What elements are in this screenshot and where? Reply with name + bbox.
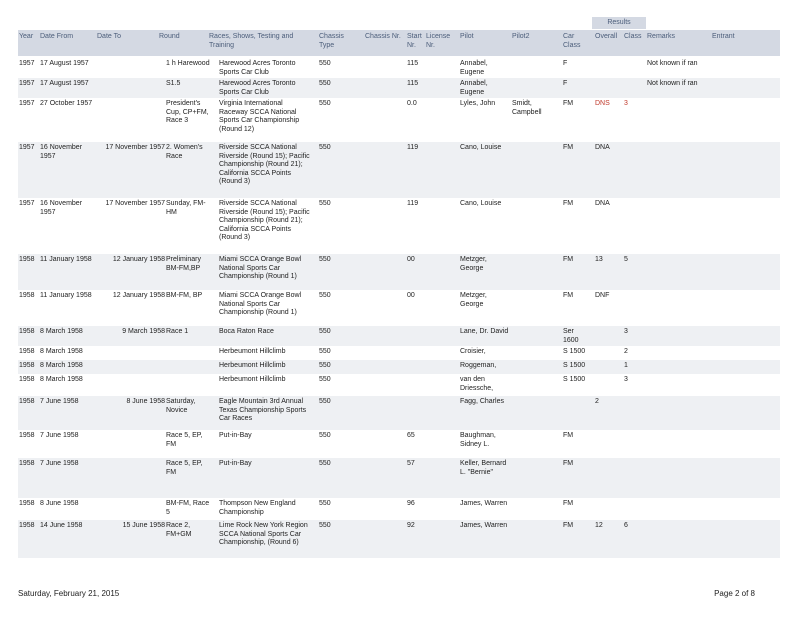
cell-start-nr: 115 xyxy=(407,60,419,67)
cell-car-class: S 1500 xyxy=(563,376,586,383)
cell-car-class: S 1500 xyxy=(563,362,586,369)
cell-date-to: 17 November 1957 xyxy=(105,200,165,207)
cell-date-to: 17 November 1957 xyxy=(105,144,165,151)
cell-year: 1958 xyxy=(19,398,35,405)
cell-pilot2: Smidt, Campbell xyxy=(512,100,542,116)
col-races: Races, Shows, Testing and Training xyxy=(209,33,294,49)
cell-chassis-type: 550 xyxy=(319,500,331,507)
table-row xyxy=(18,458,780,498)
cell-pilot: van den Driessche, xyxy=(460,376,494,392)
cell-pilot: Metzger, George xyxy=(460,256,487,272)
cell-date-to: 12 January 1958 xyxy=(112,256,165,263)
table-row xyxy=(18,254,780,290)
cell-year: 1958 xyxy=(19,376,35,383)
cell-races: Harewood Acres Toronto Sports Car Club xyxy=(219,80,296,96)
cell-pilot: Lane, Dr. David xyxy=(460,328,509,335)
cell-start-nr: 57 xyxy=(407,460,415,467)
cell-chassis-type: 550 xyxy=(319,144,331,151)
cell-chassis-type: 550 xyxy=(319,328,331,335)
col-round: Round xyxy=(159,33,180,40)
cell-date-from: 11 January 1958 xyxy=(40,292,92,299)
cell-car-class: FM xyxy=(563,460,574,467)
table-row xyxy=(18,346,780,360)
cell-year: 1958 xyxy=(19,292,35,299)
cell-year: 1958 xyxy=(19,362,35,369)
cell-year: 1958 xyxy=(19,460,35,467)
cell-date-from: 8 March 1958 xyxy=(40,348,83,355)
cell-date-from: 16 November 1957 xyxy=(40,144,83,160)
cell-overall: DNA xyxy=(595,200,610,207)
col-chassis-type: Chassis Type xyxy=(319,33,344,49)
col-chassis-nr: Chassis Nr. xyxy=(365,33,401,40)
cell-races: Boca Raton Race xyxy=(219,328,274,335)
col-remarks: Remarks xyxy=(647,33,676,40)
cell-overall: 12 xyxy=(595,522,603,529)
col-date-from: Date From xyxy=(40,33,74,40)
cell-chassis-type: 550 xyxy=(319,256,331,263)
cell-date-from: 16 November 1957 xyxy=(40,200,83,216)
cell-chassis-type: 550 xyxy=(319,432,331,439)
table-row xyxy=(18,430,780,458)
cell-pilot: Annabel, Eugene xyxy=(460,60,488,76)
cell-chassis-type: 550 xyxy=(319,460,331,467)
cell-races: Eagle Mountain 3rd Annual Texas Championship Sports Car Races xyxy=(219,398,307,422)
cell-overall: DNF xyxy=(595,292,610,299)
cell-year: 1957 xyxy=(19,60,35,67)
cell-pilot: James, Warren xyxy=(460,500,508,507)
cell-class: 5 xyxy=(624,256,628,263)
col-license-nr: License Nr. xyxy=(426,33,451,49)
cell-date-from: 8 March 1958 xyxy=(40,362,83,369)
cell-start-nr: 0.0 xyxy=(407,100,417,107)
cell-date-to: 15 June 1958 xyxy=(122,522,165,529)
cell-races: Harewood Acres Toronto Sports Car Club xyxy=(219,60,296,76)
cell-start-nr: 115 xyxy=(407,80,419,87)
cell-date-from: 8 March 1958 xyxy=(40,328,83,335)
cell-year: 1958 xyxy=(19,256,35,263)
cell-races: Miami SCCA Orange Bowl National Sports Car Championship (Round 1) xyxy=(219,256,302,280)
col-year: Year xyxy=(19,33,34,40)
cell-round: Race 5, EP, FM xyxy=(166,432,203,448)
cell-start-nr: 00 xyxy=(407,256,415,263)
table-body xyxy=(18,58,780,558)
cell-pilot: Cano, Louise xyxy=(460,200,502,207)
table-row xyxy=(18,58,780,78)
cell-date-from: 17 August 1957 xyxy=(40,60,89,67)
cell-car-class: FM xyxy=(563,100,574,107)
cell-chassis-type: 550 xyxy=(319,60,331,67)
cell-start-nr: 119 xyxy=(407,144,419,151)
cell-round: Race 5, EP, FM xyxy=(166,460,203,476)
cell-class: 3 xyxy=(624,328,628,335)
cell-car-class: S 1500 xyxy=(563,348,586,355)
cell-car-class: FM xyxy=(563,500,574,507)
cell-pilot: Metzger, George xyxy=(460,292,487,308)
cell-overall: DNA xyxy=(595,144,610,151)
cell-races: Miami SCCA Orange Bowl National Sports Car Championship (Round 1) xyxy=(219,292,302,316)
cell-overall: 13 xyxy=(595,256,603,263)
cell-pilot: Baughman, Sidney L. xyxy=(460,432,496,448)
cell-races: Thompson New England Championship xyxy=(219,500,296,516)
cell-year: 1958 xyxy=(19,522,35,529)
cell-races: Put-in-Bay xyxy=(219,460,252,467)
table-row xyxy=(18,78,780,98)
cell-date-from: 8 March 1958 xyxy=(40,376,83,383)
cell-pilot: Keller, Bernard L. "Bernie" xyxy=(460,460,507,476)
cell-date-to: 9 March 1958 xyxy=(122,328,165,335)
cell-round: 2. Women's Race xyxy=(166,144,203,160)
cell-start-nr: 65 xyxy=(407,432,415,439)
col-start-nr: Start Nr. xyxy=(407,33,422,49)
cell-remarks: Not known if ran xyxy=(647,60,698,67)
table-row xyxy=(18,98,780,142)
cell-chassis-type: 550 xyxy=(319,376,331,383)
cell-class: 2 xyxy=(624,348,628,355)
cell-class: 3 xyxy=(624,100,628,107)
cell-date-from: 27 October 1957 xyxy=(40,100,93,107)
cell-round: BM-FM, Race 5 xyxy=(166,500,210,516)
col-pilot2: Pilot2 xyxy=(512,33,530,40)
table-row xyxy=(18,142,780,198)
cell-car-class: F xyxy=(563,80,568,87)
cell-pilot: Roggeman, xyxy=(460,362,497,369)
cell-year: 1958 xyxy=(19,348,35,355)
cell-races: Riverside SCCA National Riverside (Round 15); Pacific Championship (Round 21); California SCCA Points (Round 3) xyxy=(219,200,310,241)
cell-remarks: Not known if ran xyxy=(647,80,698,87)
page-number: Page 2 of 8 xyxy=(714,589,755,598)
cell-round: BM-FM, BP xyxy=(166,292,203,299)
cell-start-nr: 119 xyxy=(407,200,419,207)
cell-round: Race 1 xyxy=(166,328,189,335)
cell-chassis-type: 550 xyxy=(319,362,331,369)
results-group-header: Results xyxy=(592,17,646,29)
cell-car-class: Ser 1600 xyxy=(563,328,579,344)
cell-date-from: 7 June 1958 xyxy=(40,460,79,467)
cell-start-nr: 92 xyxy=(407,522,415,529)
cell-round: Race 2, FM+GM xyxy=(166,522,192,538)
cell-chassis-type: 550 xyxy=(319,200,331,207)
cell-car-class: FM xyxy=(563,144,574,151)
cell-date-from: 14 June 1958 xyxy=(40,522,83,529)
table-row xyxy=(18,290,780,326)
cell-year: 1958 xyxy=(19,432,35,439)
cell-pilot: James, Warren xyxy=(460,522,508,529)
cell-year: 1958 xyxy=(19,500,35,507)
cell-pilot: Cano, Louise xyxy=(460,144,502,151)
cell-date-from: 8 June 1958 xyxy=(40,500,79,507)
cell-car-class: FM xyxy=(563,200,574,207)
table-row xyxy=(18,498,780,520)
cell-car-class: F xyxy=(563,60,568,67)
cell-chassis-type: 550 xyxy=(319,398,331,405)
col-pilot: Pilot xyxy=(460,33,474,40)
col-car-class: Car Class xyxy=(563,33,581,49)
cell-races: Virginia International Raceway SCCA National Sports Car Championship (Round 12) xyxy=(219,100,300,133)
cell-races: Put-in-Bay xyxy=(219,432,252,439)
cell-round: Sunday, FM-HM xyxy=(166,200,206,216)
cell-start-nr: 96 xyxy=(407,500,415,507)
cell-class: 3 xyxy=(624,376,628,383)
table-row xyxy=(18,198,780,254)
cell-races: Herbeumont Hillclimb xyxy=(219,362,286,369)
col-class: Class xyxy=(624,33,642,40)
cell-year: 1957 xyxy=(19,80,35,87)
cell-car-class: FM xyxy=(563,432,574,439)
cell-date-from: 7 June 1958 xyxy=(40,432,79,439)
cell-pilot: Annabel, Eugene xyxy=(460,80,488,96)
cell-year: 1957 xyxy=(19,144,35,151)
table-row xyxy=(18,520,780,558)
cell-year: 1958 xyxy=(19,328,35,335)
cell-round: Preliminary BM-FM,BP xyxy=(166,256,202,272)
footer-date: Saturday, February 21, 2015 xyxy=(18,589,120,598)
cell-date-from: 17 August 1957 xyxy=(40,80,89,87)
cell-chassis-type: 550 xyxy=(319,100,331,107)
col-entrant: Entrant xyxy=(712,33,735,40)
cell-pilot: Croisier, xyxy=(460,348,486,355)
cell-date-from: 11 January 1958 xyxy=(40,256,92,263)
cell-pilot: Lyles, John xyxy=(460,100,496,107)
cell-chassis-type: 550 xyxy=(319,348,331,355)
cell-class: 6 xyxy=(624,522,628,529)
cell-races: Riverside SCCA National Riverside (Round 15); Pacific Championship (Round 21); California SCCA Points (Round 3) xyxy=(219,144,310,185)
cell-chassis-type: 550 xyxy=(319,522,331,529)
cell-overall: DNS xyxy=(595,100,610,107)
cell-car-class: FM xyxy=(563,522,574,529)
cell-start-nr: 00 xyxy=(407,292,415,299)
cell-year: 1957 xyxy=(19,200,35,207)
cell-round: S1.5 xyxy=(166,80,181,87)
cell-round: 1 h Harewood xyxy=(166,60,210,67)
col-date-to: Date To xyxy=(97,33,121,40)
cell-car-class: FM xyxy=(563,256,574,263)
cell-chassis-type: 550 xyxy=(319,292,331,299)
cell-round: Saturday, Novice xyxy=(166,398,196,414)
table-row xyxy=(18,374,780,396)
cell-races: Herbeumont Hillclimb xyxy=(219,348,286,355)
cell-class: 1 xyxy=(624,362,628,369)
cell-year: 1957 xyxy=(19,100,35,107)
cell-races: Herbeumont Hillclimb xyxy=(219,376,286,383)
cell-races: Lime Rock New York Region SCCA National Sports Car Championship, (Round 6) xyxy=(219,522,308,546)
table-row xyxy=(18,326,780,346)
table-row xyxy=(18,360,780,374)
table-row xyxy=(18,396,780,430)
cell-date-to: 12 January 1958 xyxy=(112,292,165,299)
cell-pilot: Fagg, Charles xyxy=(460,398,504,405)
cell-date-from: 7 June 1958 xyxy=(40,398,79,405)
cell-date-to: 8 June 1958 xyxy=(126,398,165,405)
col-overall: Overall xyxy=(595,33,618,40)
cell-overall: 2 xyxy=(595,398,599,405)
cell-round: President's Cup, CP+FM, Race 3 xyxy=(166,100,209,124)
cell-chassis-type: 550 xyxy=(319,80,331,87)
table-header xyxy=(18,30,780,56)
cell-car-class: FM xyxy=(563,292,574,299)
